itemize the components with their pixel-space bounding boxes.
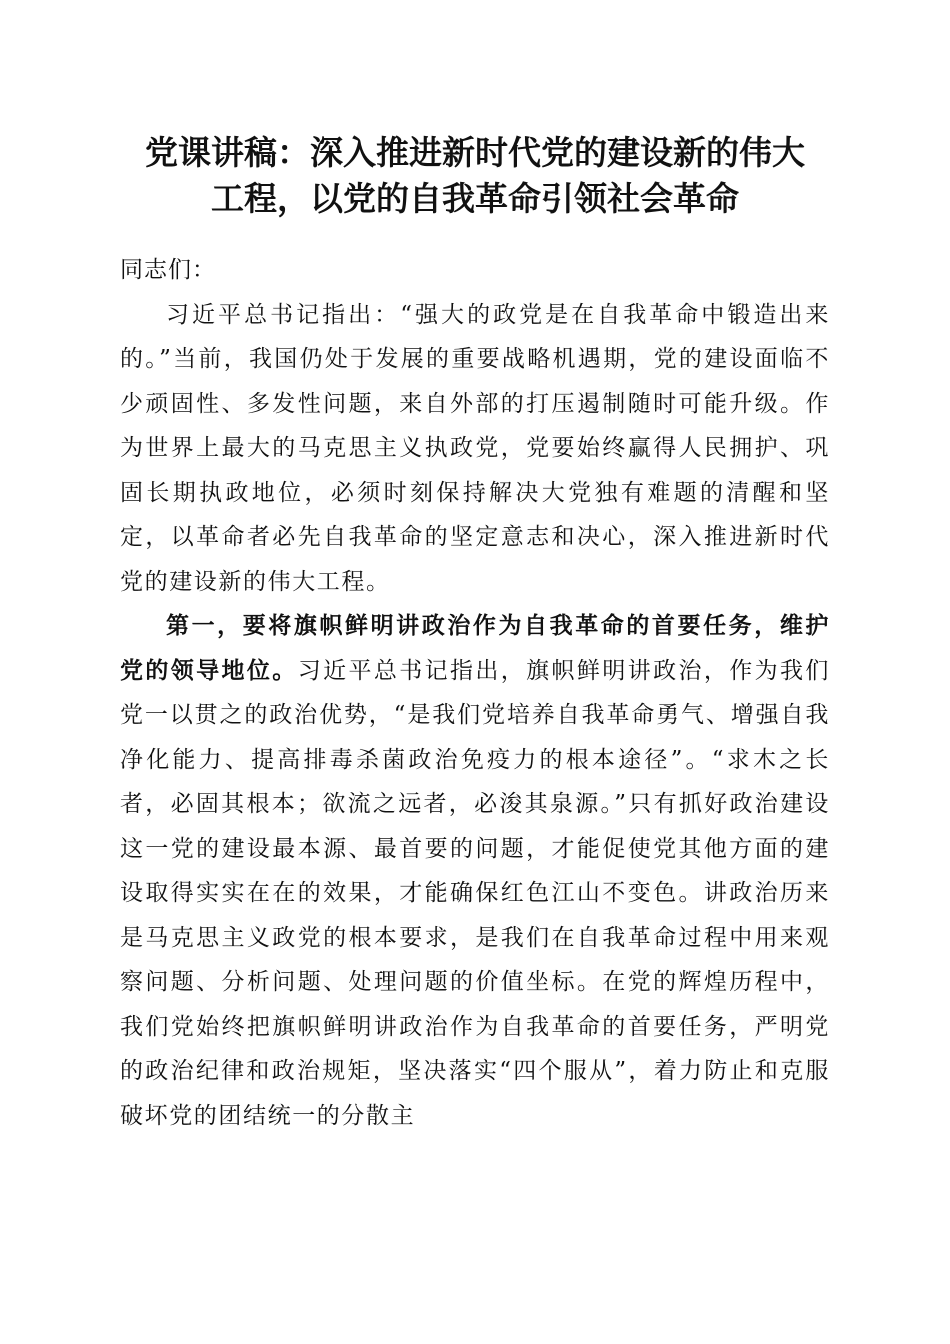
document-body xyxy=(120,248,830,1138)
title-line-1: 党课讲稿：深入推进新时代党的建设新的伟大 xyxy=(145,133,805,172)
document-title xyxy=(100,130,850,222)
paragraph-2-heading: 第一，要将旗帜鲜明讲政治作为自我革命的首要任务，维护党的领导地位。 xyxy=(120,612,830,684)
paragraph-2-body: 习近平总书记指出，旗帜鲜明讲政治，作为我们党一以贯之的政治优势，“是我们党培养自我革命勇气、增强自我净化能力、提高排毒杀菌政治免疫力的根本途径”。“求木之长者，必固其根本；欲流之远者，必浚其泉源。”只有抓好政治建设这一党的建设最本源、最首要的问题，才能促使党其他方面的建设取得实实在在的效果，才能确保红色江山不变色。讲政治历来是马克思主义政党的根本要求，是我们在自我革命过程中用来观察问题、分析问题、处理问题的价值坐标。在党的辉煌历程中，我们党始终把旗帜鲜明讲政治作为自我革命的首要任务，严明党的政治纪律和政治规矩，坚决落实“四个服从”，着力防止和克服破坏党的团结统一的分散主 xyxy=(120,657,830,1129)
title-line-2: 工程，以党的自我革命引领社会革命 xyxy=(211,179,739,218)
salutation: 同志们： xyxy=(120,257,216,283)
paragraph-1: 习近平总书记指出：“强大的政党是在自我革命中锻造出来的。”当前，我国仍处于发展的重要战略机遇期，党的建设面临不少顽固性、多发性问题，来自外部的打压遏制随时可能升级。作为世界上最大的马克思主义执政党，党要始终赢得人民拥护、巩固长期执政地位，必须时刻保持解决大党独有难题的清醒和坚定，以革命者必先自我革命的坚定意志和决心，深入推进新时代党的建设新的伟大工程。 xyxy=(120,301,830,595)
paragraph-2 xyxy=(120,604,830,1138)
